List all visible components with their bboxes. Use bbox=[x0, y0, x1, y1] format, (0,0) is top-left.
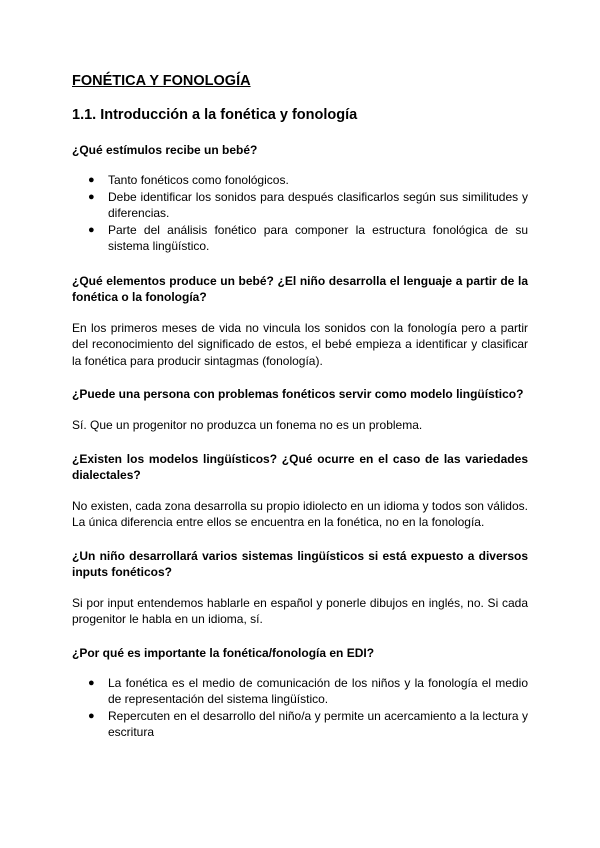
bullet-icon: ● bbox=[88, 223, 95, 236]
question-heading: ¿Qué elementos produce un bebé? ¿El niño desarrolla el lenguaje a partir de la fonética o la fonología? bbox=[72, 273, 528, 304]
question-heading: ¿Qué estímulos recibe un bebé? bbox=[72, 143, 258, 157]
question-heading: ¿Un niño desarrollará varios sistemas lingüísticos si está expuesto a diversos inputs fonéticos? bbox=[72, 548, 528, 579]
section-title: 1.1. Introducción a la fonética y fonología bbox=[72, 107, 358, 123]
list-item-text: Tanto fonéticos como fonológicos. bbox=[108, 173, 289, 187]
question-heading: ¿Puede una persona con problemas fonéticos servir como modelo lingüístico? bbox=[72, 387, 524, 401]
answer-paragraph: Si por input entendemos hablarle en español y ponerle dibujos en inglés, no. Si cada progenitor le habla en un idioma, sí. bbox=[72, 595, 528, 626]
bullet-list bbox=[72, 172, 528, 255]
bullet-list bbox=[72, 675, 528, 741]
bullet-icon: ● bbox=[88, 190, 95, 203]
question-heading: ¿Por qué es importante la fonética/fonología en EDI? bbox=[72, 645, 375, 660]
list-item bbox=[88, 189, 528, 222]
bullet-icon: ● bbox=[88, 709, 95, 722]
list-item-text: La fonética es el medio de comunicación de los niños y la fonología el medio de representación del sistema lingüístico. bbox=[108, 675, 528, 706]
question-heading: ¿Existen los modelos lingüísticos? ¿Qué ocurre en el caso de las variedades dialectales? bbox=[72, 451, 528, 482]
answer-paragraph: Sí. Que un progenitor no produzca un fonema no es un problema. bbox=[72, 418, 423, 432]
bullet-icon: ● bbox=[88, 676, 95, 689]
list-item bbox=[88, 222, 528, 255]
list-item-text: Repercuten en el desarrollo del niño/a y permite un acercamiento a la lectura y escritura bbox=[108, 708, 528, 739]
answer-paragraph: En los primeros meses de vida no vincula los sonidos con la fonología pero a partir del reconocimiento del significado de estos, el bebé empieza a identificar y clasificar la fonética para producir sintagmas (fonología). bbox=[72, 320, 528, 368]
document-title: FONÉTICA Y FONOLOGÍA bbox=[72, 73, 251, 89]
list-item bbox=[88, 708, 528, 741]
answer-paragraph: No existen, cada zona desarrolla su propio idiolecto en un idioma y todos son válidos. La única diferencia entre ellos se encuentra en la fonética, no en la fonología. bbox=[72, 498, 528, 529]
list-item-text: Debe identificar los sonidos para después clasificarlos según sus similitudes y diferencias. bbox=[108, 189, 528, 220]
list-item bbox=[88, 675, 528, 708]
document-page bbox=[72, 72, 528, 759]
list-item-text: Parte del análisis fonético para componer la estructura fonológica de su sistema lingüístico. bbox=[108, 222, 528, 253]
bullet-icon: ● bbox=[88, 174, 95, 186]
list-item bbox=[88, 172, 528, 189]
